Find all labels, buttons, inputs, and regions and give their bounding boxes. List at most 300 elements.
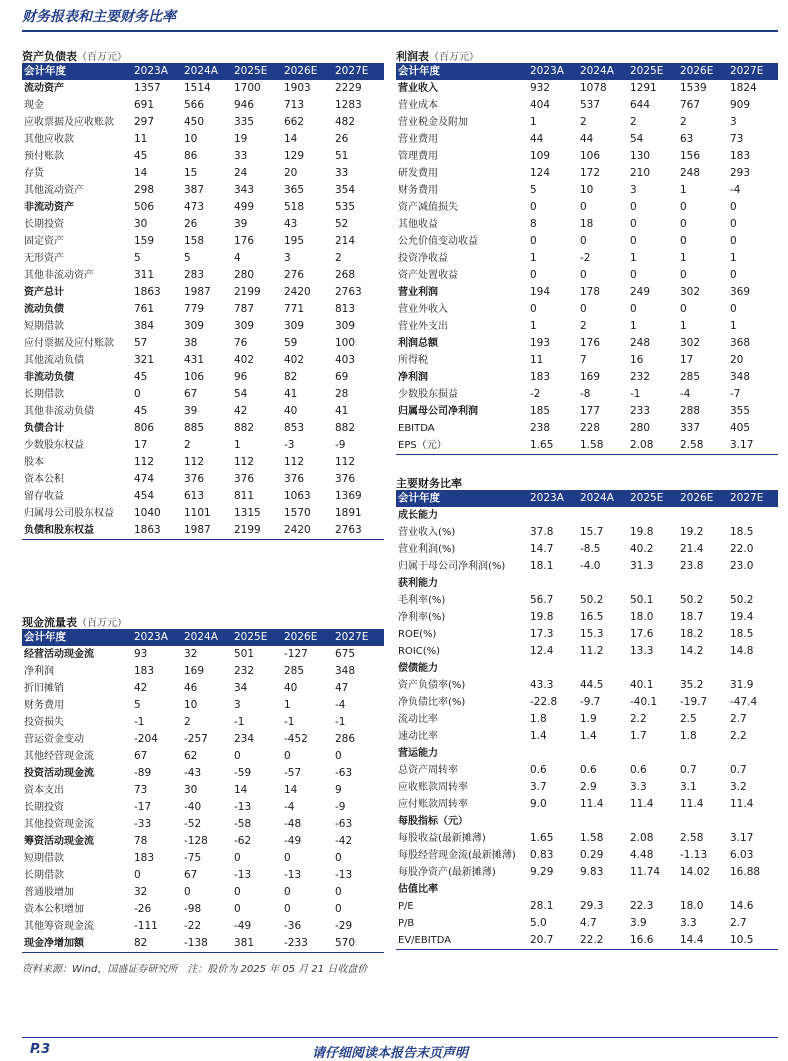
value-cell: -233	[284, 937, 308, 949]
row-label: 每股收益(最新摊薄)	[398, 833, 486, 844]
table-row	[396, 250, 778, 267]
value-cell: 309	[335, 320, 356, 332]
value-cell: 1101	[184, 507, 211, 519]
row-label: 其他经营现金流	[24, 751, 94, 762]
value-cell: 348	[730, 371, 751, 383]
value-cell: -63	[335, 767, 353, 779]
header-year-cell: 2024A	[578, 63, 628, 80]
value-cell: -49	[284, 835, 302, 847]
value-cell: 67	[184, 869, 198, 881]
value-cell: 2199	[234, 286, 261, 298]
value-cell: -1	[630, 388, 641, 400]
value-cell: -138	[184, 937, 208, 949]
value-cell: 309	[184, 320, 205, 332]
value-cell: 1	[730, 252, 737, 264]
value-cell: 280	[630, 422, 651, 434]
value-cell: 18.2	[680, 628, 704, 640]
value-cell: 369	[730, 286, 751, 298]
value-cell: 268	[335, 269, 356, 281]
value-cell: 0	[580, 303, 587, 315]
header-year-cell: 2023A	[528, 63, 578, 80]
value-cell: 1	[284, 699, 291, 711]
value-cell: 21.4	[680, 543, 704, 555]
value-cell	[528, 660, 578, 677]
value-cell	[578, 660, 628, 677]
value-cell: 15	[184, 167, 198, 179]
value-cell: 63	[680, 133, 694, 145]
value-cell: 0.83	[530, 849, 554, 861]
row-label: 营业费用	[398, 134, 438, 145]
value-cell: 5	[184, 252, 191, 264]
value-cell: 24	[234, 167, 248, 179]
value-cell: 0	[730, 235, 737, 247]
value-cell: 0	[680, 269, 687, 281]
value-cell: 6.03	[730, 849, 754, 861]
value-cell: 302	[680, 286, 701, 298]
row-label: 现金净增加额	[24, 938, 84, 949]
table-row	[22, 901, 384, 918]
value-cell: 17	[134, 439, 148, 451]
value-cell: 40	[284, 405, 298, 417]
value-cell: 276	[284, 269, 305, 281]
value-cell: 3	[730, 116, 737, 128]
value-cell: 10	[580, 184, 594, 196]
value-cell: 0	[680, 218, 687, 230]
row-label: 投资活动现金流	[24, 768, 94, 779]
value-cell: 376	[335, 473, 356, 485]
value-cell: 30	[134, 218, 148, 230]
value-cell: 0	[680, 235, 687, 247]
ratios-title	[396, 475, 462, 491]
table-row	[22, 216, 384, 233]
value-cell	[528, 881, 578, 898]
table-row	[22, 420, 384, 437]
table-header	[22, 629, 384, 646]
row-label: 长期借款	[24, 389, 64, 400]
value-cell	[678, 881, 728, 898]
table-row	[22, 471, 384, 488]
value-cell: -1	[284, 716, 295, 728]
value-cell: 14	[284, 784, 298, 796]
value-cell: 45	[134, 371, 148, 383]
table-row	[22, 782, 384, 799]
row-label: 筹资活动现金流	[24, 836, 94, 847]
value-cell: 1700	[234, 82, 261, 94]
value-cell	[728, 881, 778, 898]
value-cell: 62	[184, 750, 198, 762]
row-label: 营业收入	[398, 83, 438, 94]
header-label-cell: 会计年度	[396, 490, 528, 507]
row-label: 资产处置收益	[398, 270, 458, 281]
value-cell: -40.1	[630, 696, 658, 708]
value-cell: 0	[630, 218, 637, 230]
income-statement-title-text: 利润表	[396, 50, 429, 63]
row-label: EPS（元）	[398, 440, 447, 451]
row-label: 营业外支出	[398, 321, 448, 332]
value-cell: 52	[335, 218, 349, 230]
row-label: 营业成本	[398, 100, 438, 111]
value-cell: 0	[234, 903, 241, 915]
value-cell: 19.4	[730, 611, 754, 623]
value-cell: 2	[580, 320, 587, 332]
value-cell: 3	[234, 699, 241, 711]
value-cell: -47.4	[730, 696, 758, 708]
table-row	[22, 935, 384, 952]
value-cell: 1863	[134, 286, 161, 298]
value-cell: 0	[580, 201, 587, 213]
value-cell: 1.65	[530, 439, 554, 451]
value-cell: 50.1	[630, 594, 654, 606]
table-row	[396, 165, 778, 182]
value-cell: 232	[630, 371, 651, 383]
table-row	[396, 318, 778, 335]
value-cell: 302	[680, 337, 701, 349]
table-row	[22, 199, 384, 216]
table-row	[22, 680, 384, 697]
value-cell: 285	[680, 371, 701, 383]
value-cell: 5	[134, 699, 141, 711]
row-label: 营运资金变动	[24, 734, 84, 745]
value-cell: -52	[184, 818, 202, 830]
row-label: 负债合计	[24, 423, 64, 434]
income-statement-table	[396, 63, 778, 454]
row-label: 营业利润	[398, 287, 438, 298]
row-label: 短期借款	[24, 853, 64, 864]
value-cell: -49	[234, 920, 252, 932]
value-cell: 2	[630, 116, 637, 128]
value-cell: 183	[530, 371, 551, 383]
row-label: 净利润	[24, 666, 54, 677]
value-cell	[628, 745, 678, 762]
value-cell: 249	[630, 286, 651, 298]
table-row	[396, 80, 778, 97]
value-cell: -4	[730, 184, 741, 196]
value-cell: 44	[580, 133, 594, 145]
value-cell: 40	[284, 682, 298, 694]
value-cell	[678, 660, 728, 677]
value-cell: 23.0	[730, 560, 754, 572]
row-label: 每股指标（元）	[398, 816, 468, 827]
value-cell: 0	[335, 852, 342, 864]
value-cell	[528, 507, 578, 524]
value-cell: 1	[234, 439, 241, 451]
value-cell: 26	[335, 133, 349, 145]
row-label: 少数股东权益	[24, 440, 84, 451]
value-cell: 365	[284, 184, 305, 196]
value-cell: 176	[580, 337, 601, 349]
header-year-cell: 2025E	[232, 63, 282, 80]
value-cell: 14.4	[680, 934, 704, 946]
table-row	[22, 131, 384, 148]
table-row	[22, 765, 384, 782]
value-cell: 9.0	[530, 798, 547, 810]
table-bottom-rule	[396, 949, 778, 950]
value-cell: 0	[630, 269, 637, 281]
value-cell: 50.2	[730, 594, 754, 606]
value-cell: 811	[234, 490, 255, 502]
value-cell: 1	[530, 252, 537, 264]
value-cell: 33	[234, 150, 248, 162]
value-cell: 337	[680, 422, 701, 434]
row-label: 股本	[24, 457, 44, 468]
value-cell: 2	[680, 116, 687, 128]
header-year-cell: 2026E	[282, 629, 333, 646]
value-cell: -1	[234, 716, 245, 728]
row-label: ROE(%)	[398, 629, 437, 640]
value-cell	[578, 575, 628, 592]
value-cell: 112	[284, 456, 305, 468]
value-cell: 214	[335, 235, 356, 247]
value-cell: 1.4	[530, 730, 547, 742]
value-cell: 11.4	[580, 798, 604, 810]
income-statement-title	[396, 48, 479, 64]
cash-flow-unit: （百万元）	[77, 618, 127, 629]
value-cell: 14.02	[680, 866, 711, 878]
row-label: 其他非流动资产	[24, 270, 94, 281]
row-label: 少数股东损益	[398, 389, 458, 400]
value-cell: 2763	[335, 286, 362, 298]
header-label-cell: 会计年度	[396, 63, 528, 80]
value-cell: 1.58	[580, 439, 604, 451]
row-label: 其他非流动负债	[24, 406, 94, 417]
value-cell: 18.0	[680, 900, 704, 912]
value-cell: -43	[184, 767, 202, 779]
value-cell: 67	[184, 388, 198, 400]
value-cell: 16.6	[630, 934, 654, 946]
table-row	[22, 80, 384, 97]
value-cell: 0	[530, 235, 537, 247]
table-row	[22, 335, 384, 352]
footer-divider	[22, 1037, 778, 1038]
table-bottom-rule	[396, 454, 778, 455]
value-cell: 813	[335, 303, 356, 315]
table-row	[22, 454, 384, 471]
value-cell: 1	[680, 184, 687, 196]
value-cell: 0	[335, 903, 342, 915]
header-label-cell: 会计年度	[22, 629, 132, 646]
value-cell: 41	[284, 388, 298, 400]
table-row	[396, 694, 778, 711]
table-row	[396, 114, 778, 131]
value-cell: 11.74	[630, 866, 661, 878]
value-cell: 22.2	[580, 934, 604, 946]
value-cell: 159	[134, 235, 155, 247]
value-cell: 1987	[184, 524, 211, 536]
value-cell: 882	[234, 422, 255, 434]
value-cell: 1063	[284, 490, 311, 502]
table-header	[396, 490, 778, 507]
income-statement-unit: （百万元）	[429, 52, 479, 63]
source-note: 资料来源：Wind，国盛证券研究所 注：股价为 2025 年 05 月 21 日收盘价	[22, 964, 368, 975]
value-cell	[578, 507, 628, 524]
value-cell: 54	[630, 133, 644, 145]
table-row	[396, 507, 778, 524]
value-cell: 501	[234, 648, 255, 660]
value-cell: 5	[530, 184, 537, 196]
value-cell: 293	[730, 167, 751, 179]
value-cell: 50.2	[680, 594, 704, 606]
value-cell: 22.0	[730, 543, 754, 555]
page-number: P.3	[30, 1042, 51, 1057]
row-label: 公允价值变动收益	[398, 236, 478, 247]
row-label: 净利润	[398, 372, 428, 383]
value-cell: 0	[580, 269, 587, 281]
value-cell: 0	[234, 886, 241, 898]
row-label: 净利率(%)	[398, 612, 446, 623]
table-row	[22, 284, 384, 301]
row-label: 营业收入(%)	[398, 527, 456, 538]
value-cell: 570	[335, 937, 356, 949]
value-cell: 156	[680, 150, 701, 162]
table-row	[396, 233, 778, 250]
header-year-cell: 2024A	[578, 490, 628, 507]
table-row	[396, 626, 778, 643]
row-label: 长期投资	[24, 219, 64, 230]
table-row	[396, 847, 778, 864]
row-label: 研发费用	[398, 168, 438, 179]
header-year-cell: 2027E	[333, 63, 384, 80]
value-cell: 431	[184, 354, 205, 366]
table-row	[396, 779, 778, 796]
value-cell: 2229	[335, 82, 362, 94]
value-cell: 2.2	[730, 730, 747, 742]
value-cell: 1	[630, 252, 637, 264]
table-row	[396, 728, 778, 745]
table-row	[22, 250, 384, 267]
value-cell: 0.29	[580, 849, 604, 861]
row-label: 普通股增加	[24, 887, 74, 898]
value-cell: 402	[284, 354, 305, 366]
value-cell: 28.1	[530, 900, 554, 912]
value-cell: 195	[284, 235, 305, 247]
value-cell: 73	[730, 133, 744, 145]
value-cell: 354	[335, 184, 356, 196]
value-cell: 18.7	[680, 611, 704, 623]
value-cell: 47	[335, 682, 349, 694]
header-year-cell: 2027E	[728, 490, 778, 507]
table-header	[22, 63, 384, 80]
value-cell: 1	[530, 320, 537, 332]
value-cell: 177	[580, 405, 601, 417]
value-cell: 46	[184, 682, 198, 694]
table-row	[396, 437, 778, 454]
table-row	[396, 524, 778, 541]
value-cell: 1283	[335, 99, 362, 111]
table-row	[22, 148, 384, 165]
value-cell: -98	[184, 903, 202, 915]
value-cell: 3.17	[730, 832, 754, 844]
value-cell: 16.88	[730, 866, 761, 878]
value-cell: 1539	[680, 82, 707, 94]
row-label: 归属母公司净利润	[398, 406, 478, 417]
value-cell: 18.1	[530, 560, 554, 572]
value-cell: -40	[184, 801, 202, 813]
value-cell: 482	[335, 116, 356, 128]
value-cell: 381	[234, 937, 255, 949]
table-row	[22, 114, 384, 131]
value-cell: 613	[184, 490, 205, 502]
value-cell	[528, 575, 578, 592]
row-label: 折旧摊销	[24, 683, 64, 694]
value-cell: 1315	[234, 507, 261, 519]
value-cell: 368	[730, 337, 751, 349]
value-cell: 11.2	[580, 645, 604, 657]
value-cell: 234	[234, 733, 255, 745]
value-cell: 767	[680, 99, 701, 111]
value-cell	[578, 881, 628, 898]
value-cell: 10	[184, 133, 198, 145]
value-cell: 1357	[134, 82, 161, 94]
value-cell	[728, 575, 778, 592]
value-cell: 0	[284, 852, 291, 864]
table-header	[396, 63, 778, 80]
value-cell	[678, 745, 728, 762]
value-cell: -8.5	[580, 543, 601, 555]
value-cell: 506	[134, 201, 155, 213]
value-cell: 499	[234, 201, 255, 213]
value-cell: 0	[234, 750, 241, 762]
value-cell: 112	[234, 456, 255, 468]
table-row	[22, 697, 384, 714]
row-label: 负债和股东权益	[24, 525, 94, 536]
value-cell: 1369	[335, 490, 362, 502]
value-cell: 2	[184, 716, 191, 728]
value-cell: 129	[284, 150, 305, 162]
value-cell: -17	[134, 801, 152, 813]
value-cell: 3.7	[530, 781, 547, 793]
value-cell: 17.6	[630, 628, 654, 640]
row-label: 长期借款	[24, 870, 64, 881]
row-label: 资本公积增加	[24, 904, 84, 915]
value-cell: 248	[680, 167, 701, 179]
value-cell: -13	[234, 801, 252, 813]
value-cell: 2420	[284, 524, 311, 536]
value-cell: 0	[680, 303, 687, 315]
value-cell: -9	[335, 801, 346, 813]
row-label: EV/EBITDA	[398, 935, 452, 946]
table-row	[22, 714, 384, 731]
row-label: 营业税金及附加	[398, 117, 468, 128]
value-cell: 1	[630, 320, 637, 332]
header-year-cell: 2023A	[528, 490, 578, 507]
row-label: 管理费用	[398, 151, 438, 162]
value-cell: 183	[134, 852, 155, 864]
value-cell: 194	[530, 286, 551, 298]
value-cell: 0	[530, 303, 537, 315]
value-cell: 713	[284, 99, 305, 111]
value-cell: 76	[234, 337, 248, 349]
value-cell: 238	[530, 422, 551, 434]
row-label: 资产减值损失	[398, 202, 458, 213]
value-cell: 0	[680, 201, 687, 213]
value-cell: 96	[234, 371, 248, 383]
value-cell: 112	[335, 456, 356, 468]
table-row	[22, 833, 384, 850]
value-cell: 232	[234, 665, 255, 677]
table-row	[396, 420, 778, 437]
value-cell: 86	[184, 150, 198, 162]
value-cell: 280	[234, 269, 255, 281]
value-cell	[728, 660, 778, 677]
value-cell: 1987	[184, 286, 211, 298]
value-cell: 1514	[184, 82, 211, 94]
table-row	[22, 748, 384, 765]
row-label: P/E	[398, 901, 414, 912]
income-statement-block	[396, 63, 778, 455]
row-label: 非流动资产	[24, 202, 74, 213]
value-cell: 0	[730, 218, 737, 230]
ratios-table	[396, 490, 778, 949]
